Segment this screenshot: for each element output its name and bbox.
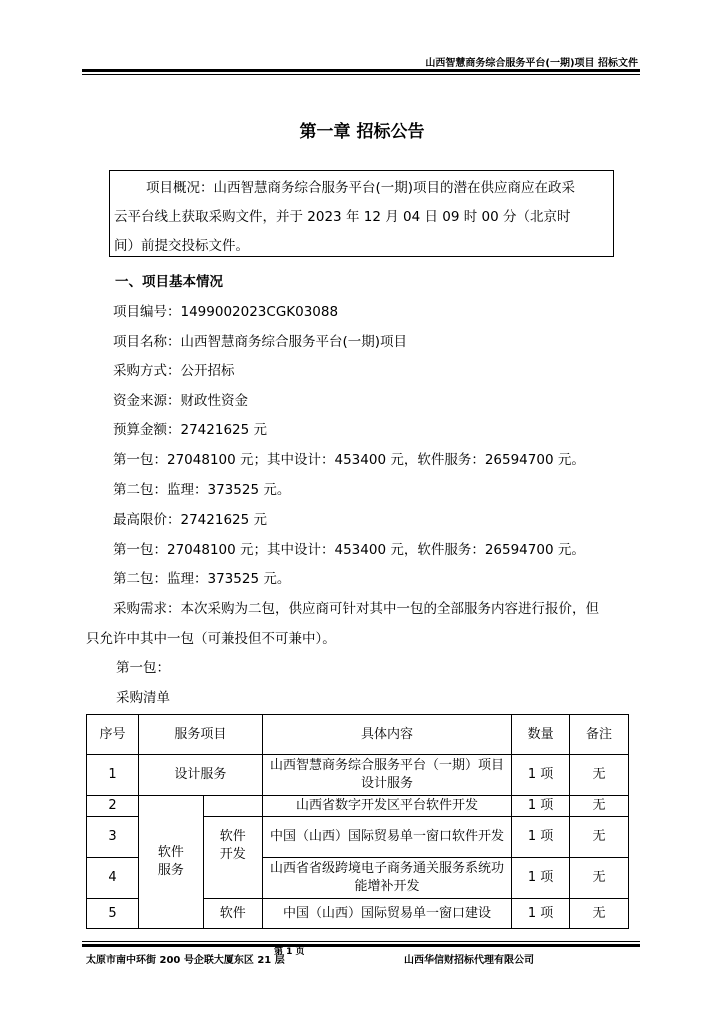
cell-sub <box>203 817 262 899</box>
cell-note: 无 <box>570 796 629 817</box>
table-row <box>87 755 629 796</box>
cell-qty: 1 项 <box>512 899 570 929</box>
cell-no: 3 <box>87 817 139 858</box>
overview-line-3: 间）前提交投标文件。 <box>114 238 249 254</box>
header-cell-note: 备注 <box>570 715 629 755</box>
cell-no: 1 <box>87 755 139 796</box>
table-header-row <box>87 715 629 755</box>
cell-content: 中国（山西）国际贸易单一窗口建设 <box>262 899 511 929</box>
sub-label: 软件开发 <box>219 828 246 862</box>
service-group-label: 软件服务 <box>157 845 184 878</box>
cell-note: 无 <box>570 817 629 858</box>
header-cell-content: 具体内容 <box>262 715 511 755</box>
overview-line-1: 项目概况：山西智慧商务综合服务平台(一期)项目的潜在供应商应在政采 <box>146 180 576 196</box>
overview-line-2: 云平台线上获取采购文件，并于 2023 年 12 月 04 日 09 时 00 分（北京时 <box>114 209 571 225</box>
cell-no: 5 <box>87 899 139 929</box>
cell-note: 无 <box>570 755 629 796</box>
cell-content: 山西智慧商务综合服务平台（一期）项目设计服务 <box>262 755 511 796</box>
footer-rule <box>82 944 640 947</box>
cell-content: 山西省数字开发区平台软件开发 <box>262 796 511 817</box>
footer-page-number: 第 1 页 <box>274 947 305 957</box>
procurement-list-label: 采购清单 <box>116 690 170 706</box>
project-overview-box <box>109 170 614 257</box>
cell-content: 中国（山西）国际贸易单一窗口软件开发 <box>262 817 511 858</box>
cell-content: 山西省省级跨境电子商务通关服务系统功能增补开发 <box>262 858 511 899</box>
cell-no: 2 <box>87 796 139 817</box>
budget-package-2: 第二包：监理：373525 元。 <box>113 482 291 498</box>
footer-rule-thin <box>82 941 640 942</box>
max-price-package-2: 第二包：监理：373525 元。 <box>113 571 291 587</box>
section-heading: 一、项目基本情况 <box>115 274 223 290</box>
header-rule <box>82 69 640 72</box>
header-cell-no: 序号 <box>87 715 139 755</box>
page-header-text: 山西智慧商务综合服务平台(一期)项目 招标文件 <box>425 58 638 69</box>
header-cell-qty: 数量 <box>512 715 570 755</box>
project-number: 项目编号：1499002023CGK03088 <box>113 304 339 320</box>
procurement-method: 采购方式：公开招标 <box>113 363 235 379</box>
cell-qty: 1 项 <box>512 817 570 858</box>
header-cell-service: 服务项目 <box>138 715 262 755</box>
table-row <box>87 796 629 817</box>
cell-service: 设计服务 <box>138 755 262 796</box>
package-1-label: 第一包： <box>116 660 170 676</box>
max-price-package-1: 第一包：27048100 元；其中设计：453400 元，软件服务：26594700 元。 <box>113 542 585 558</box>
budget-amount: 预算金额：27421625 元 <box>113 422 268 438</box>
cell-qty: 1 项 <box>512 796 570 817</box>
header-rule-thin <box>82 74 640 75</box>
fund-source: 资金来源：财政性资金 <box>113 393 248 409</box>
cell-service-group <box>138 796 203 929</box>
cell-sub: 软件 <box>203 899 262 929</box>
cell-note: 无 <box>570 899 629 929</box>
max-price: 最高限价：27421625 元 <box>113 512 268 528</box>
cell-no: 4 <box>87 858 139 899</box>
procurement-need-line-2: 只允许中其中一包（可兼投但不可兼中）。 <box>86 631 336 647</box>
project-name: 项目名称：山西智慧商务综合服务平台(一期)项目 <box>113 334 408 350</box>
footer-address: 太原市南中环街 200 号企联大厦东区 21 层 <box>86 955 285 966</box>
procurement-need-line-1: 采购需求：本次采购为二包，供应商可针对其中一包的全部服务内容进行报价，但 <box>113 601 599 617</box>
cell-qty: 1 项 <box>512 858 570 899</box>
cell-qty: 1 项 <box>512 755 570 796</box>
cell-note: 无 <box>570 858 629 899</box>
footer-company: 山西华信财招标代理有限公司 <box>404 955 534 966</box>
cell-sub <box>203 796 262 817</box>
chapter-title: 第一章 招标公告 <box>299 122 425 142</box>
budget-package-1: 第一包：27048100 元；其中设计：453400 元，软件服务：26594700 元。 <box>113 452 585 468</box>
procurement-table <box>86 714 629 929</box>
